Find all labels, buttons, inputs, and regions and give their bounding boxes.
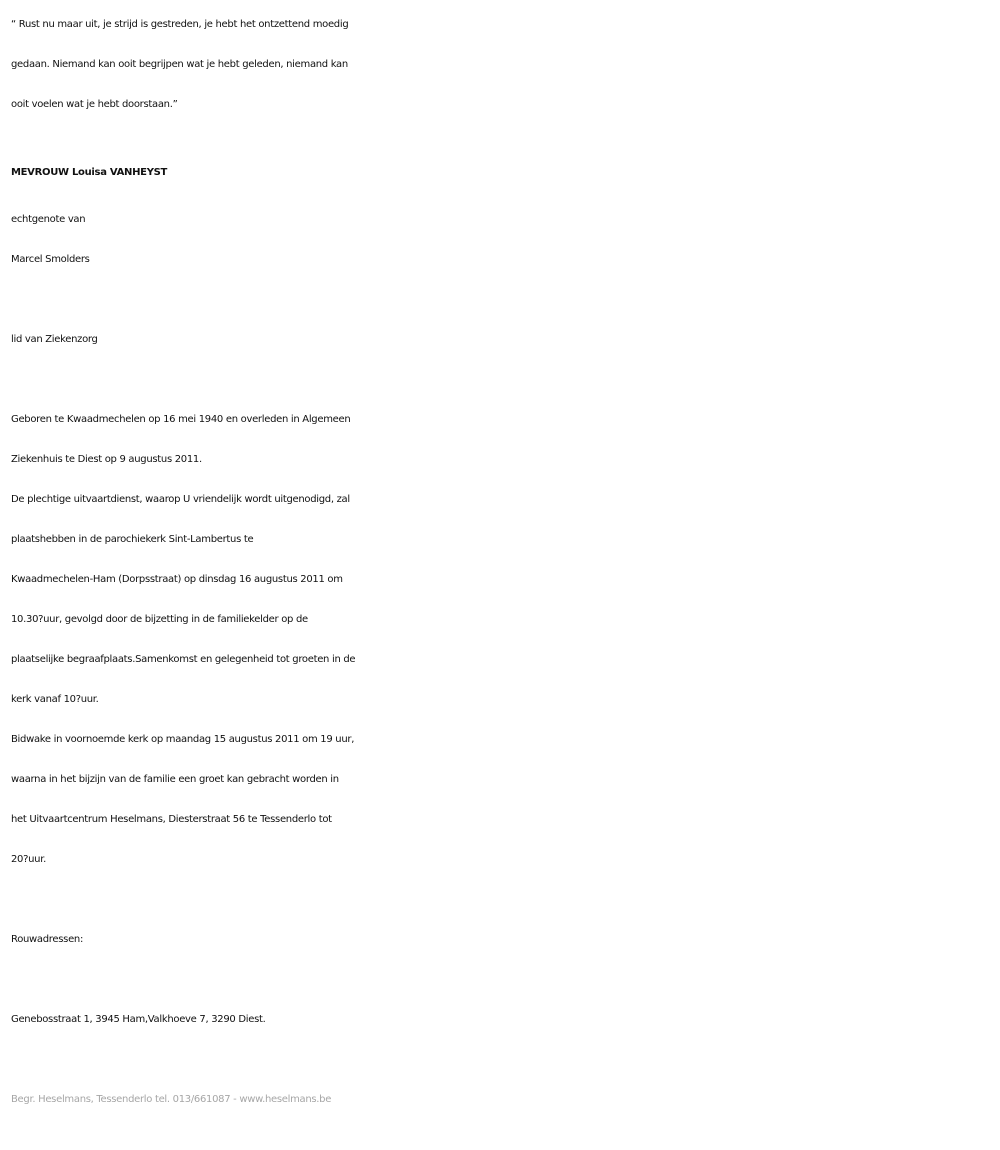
- spacer: [11, 280, 991, 320]
- announcement-line: het Uitvaartcentrum Heselmans, Diesterstraat 56 te Tessenderlo tot: [11, 814, 332, 825]
- announcement-line: Bidwake in voornoemde kerk op maandag 15 augustus 2011 om 19 uur,: [11, 734, 355, 745]
- announcement-line: plaatselijke begraafplaats.Samenkomst en gelegenheid tot groeten in de: [11, 654, 356, 665]
- announcement-line: waarna in het bijzijn van de familie een groet kan gebracht worden in: [11, 774, 339, 785]
- announcement-line: De plechtige uitvaartdienst, waarop U vriendelijk wordt uitgenodigd, zal: [11, 494, 350, 505]
- opening-quote: [11, 5, 991, 125]
- quote-line: gedaan. Niemand kan ooit begrijpen wat je hebt geleden, niemand kan: [11, 59, 348, 70]
- funeral-home-footer: Begr. Heselmans, Tessenderlo tel. 013/661087 - www.heselmans.be: [11, 1094, 332, 1105]
- quote-line: “ Rust nu maar uit, je strijd is gestreden, je hebt het ontzettend moedig: [11, 19, 349, 30]
- quote-line: ooit voelen wat je hebt doorstaan.”: [11, 99, 178, 110]
- announcement-text: [11, 400, 991, 880]
- condolence-addresses: Genebosstraat 1, 3945 Ham,Valkhoeve 7, 3290 Diest.: [11, 1014, 266, 1025]
- condolence-label: Rouwadressen:: [11, 934, 84, 945]
- spouse-name: Marcel Smolders: [11, 254, 90, 265]
- obituary-notice: [11, 5, 991, 1120]
- deceased-name: MEVROUW Louisa VANHEYST: [11, 167, 168, 178]
- announcement-line: plaatshebben in de parochiekerk Sint-Lambertus te: [11, 534, 254, 545]
- spacer: [11, 880, 991, 920]
- announcement-line: Kwaadmechelen-Ham (Dorpsstraat) op dinsdag 16 augustus 2011 om: [11, 574, 343, 585]
- announcement-line: Geboren te Kwaadmechelen op 16 mei 1940 en overleden in Algemeen: [11, 414, 351, 425]
- spacer: [11, 1040, 991, 1080]
- announcement-line: Ziekenhuis te Diest op 9 augustus 2011.: [11, 454, 202, 465]
- announcement-line: 20?uur.: [11, 854, 46, 865]
- announcement-line: kerk vanaf 10?uur.: [11, 694, 99, 705]
- membership-text: lid van Ziekenzorg: [11, 334, 98, 345]
- spacer: [11, 960, 991, 1000]
- spacer: [11, 360, 991, 400]
- announcement-line: 10.30?uur, gevolgd door de bijzetting in de familiekelder op de: [11, 614, 308, 625]
- relation-text: echtgenote van: [11, 214, 86, 225]
